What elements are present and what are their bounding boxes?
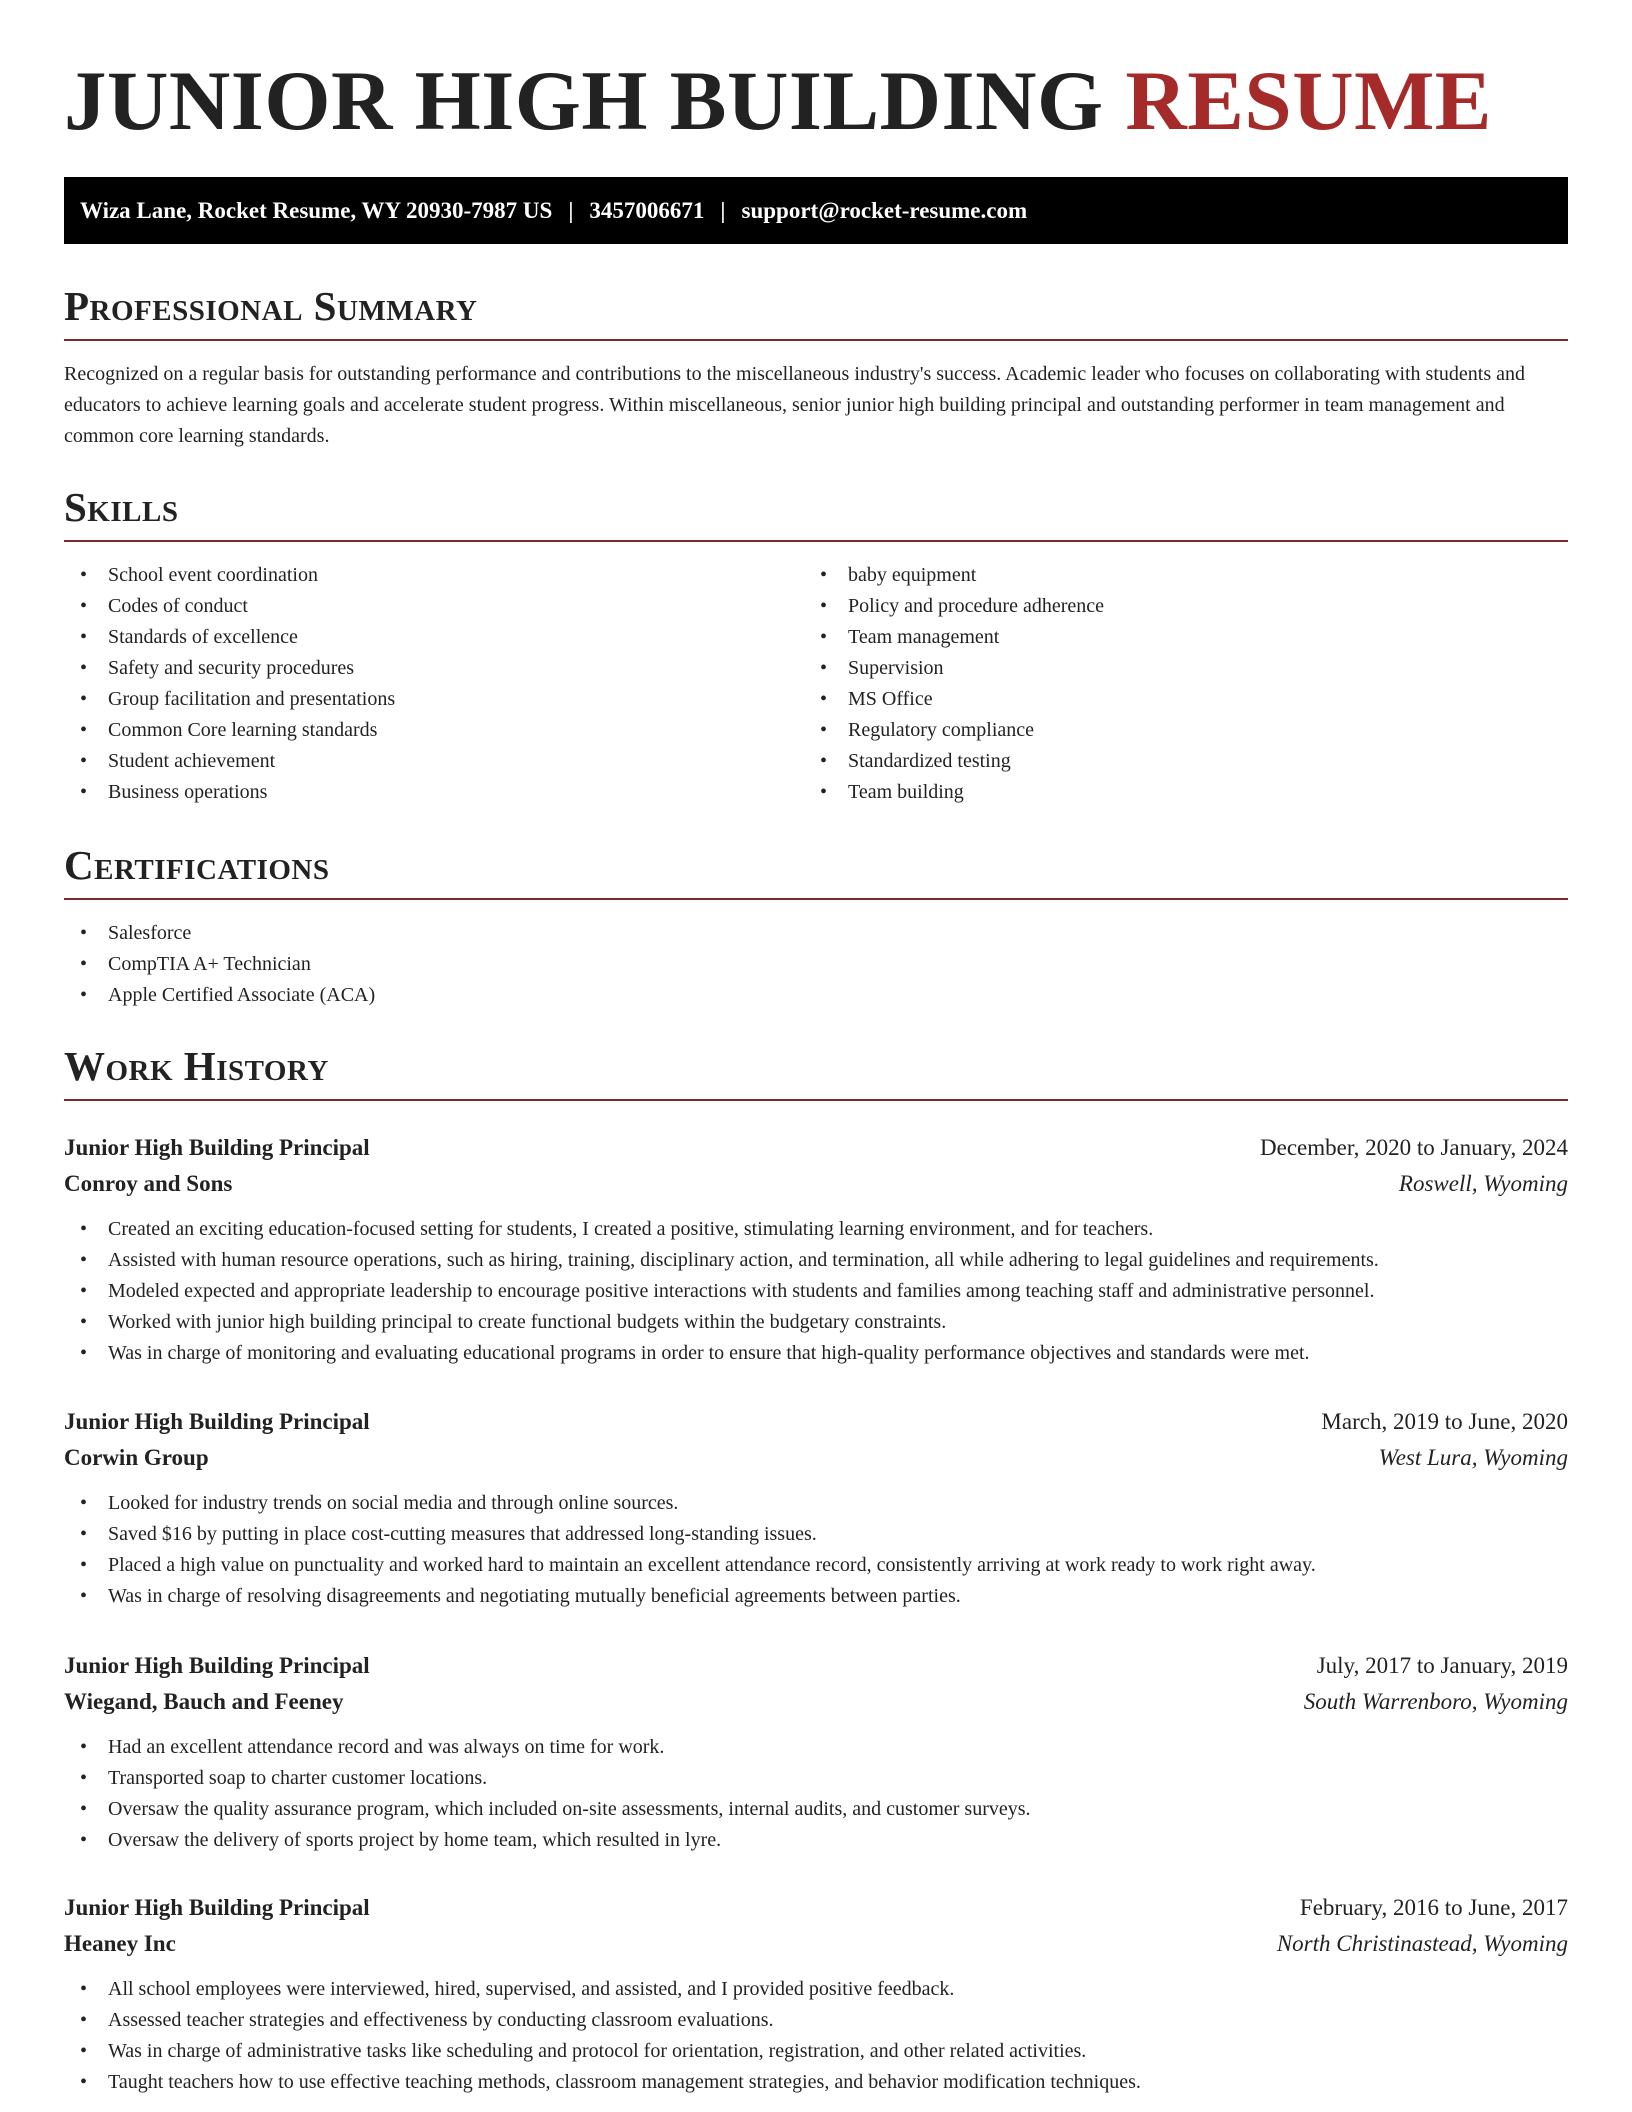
job-bullet: • Transported soap to charter customer locations.	[64, 1763, 1568, 1794]
job-bullet: • Looked for industry trends on social media and through online sources.	[64, 1488, 1568, 1519]
skill-item: • School event coordination	[64, 560, 804, 591]
job-entry	[64, 1648, 1568, 1856]
skill-item: • Codes of conduct	[64, 591, 804, 622]
skill-item: • Standards of excellence	[64, 622, 804, 653]
skill-item: • Regulatory compliance	[804, 715, 1544, 746]
skill-item: • Safety and security procedures	[64, 653, 804, 684]
job-bullet: • Was in charge of monitoring and evaluating educational programs in order to ensure that high-quality performance objectives and standards were met.	[64, 1338, 1568, 1369]
summary-heading: Professional Summary	[64, 282, 1568, 341]
skill-item: • Common Core learning standards	[64, 715, 804, 746]
certification-item: • CompTIA A+ Technician	[64, 949, 1568, 980]
skill-item: • Team building	[804, 777, 1544, 808]
job-bullet: • Oversaw the quality assurance program, which included on-site assessments, internal audits, and customer surveys.	[64, 1794, 1568, 1825]
skills-list-left	[64, 560, 804, 808]
job-bullet: • Saved $16 by putting in place cost-cutting measures that addressed long-standing issues.	[64, 1519, 1568, 1550]
certification-item: • Salesforce	[64, 918, 1568, 949]
skill-item: • baby equipment	[804, 560, 1544, 591]
job-bullet: • Assessed teacher strategies and effectiveness by conducting classroom evaluations.	[64, 2005, 1568, 2036]
job-company-row	[64, 1440, 1568, 1476]
job-bullet: • All school employees were interviewed, hired, supervised, and assisted, and I provided positive feedback.	[64, 1974, 1568, 2005]
skill-item: • MS Office	[804, 684, 1544, 715]
certification-item: • Apple Certified Associate (ACA)	[64, 980, 1568, 1011]
job-location: Roswell, Wyoming	[1398, 1171, 1568, 1196]
job-company: Corwin Group	[64, 1445, 209, 1470]
contact-separator: |	[568, 197, 574, 223]
job-location: South Warrenboro, Wyoming	[1303, 1689, 1568, 1714]
title-accent: RESUME	[1125, 54, 1493, 148]
skill-item: • Policy and procedure adherence	[804, 591, 1544, 622]
certifications-heading: Certifications	[64, 841, 1568, 900]
contact-separator: |	[720, 197, 726, 223]
job-header-row	[64, 1890, 1568, 1926]
job-bullets	[64, 1214, 1568, 1369]
skills-heading: Skills	[64, 483, 1568, 542]
job-dates: March, 2019 to June, 2020	[1321, 1409, 1568, 1434]
job-company-row	[64, 1166, 1568, 1202]
certifications-section	[64, 841, 1568, 1011]
job-bullet: • Worked with junior high building principal to create functional budgets within the budgetary constraints.	[64, 1307, 1568, 1338]
job-bullet: • Placed a high value on punctuality and worked hard to maintain an excellent attendance record, consistently arriving at work ready to work right away.	[64, 1550, 1568, 1581]
job-bullet: • Taught teachers how to use effective teaching methods, classroom management strategies, and behavior modification techniques.	[64, 2067, 1568, 2098]
job-bullet: • Oversaw the delivery of sports project by home team, which resulted in lyre.	[64, 1825, 1568, 1856]
job-title: Junior High Building Principal	[64, 1135, 370, 1160]
skill-item: • Business operations	[64, 777, 804, 808]
job-company: Wiegand, Bauch and Feeney	[64, 1689, 344, 1714]
job-bullet: • Was in charge of resolving disagreements and negotiating mutually beneficial agreements between parties.	[64, 1581, 1568, 1612]
contact-address: Wiza Lane, Rocket Resume, WY 20930-7987 US	[80, 197, 553, 223]
skills-list-right	[804, 560, 1544, 808]
job-company-row	[64, 1926, 1568, 1962]
skills-columns	[64, 560, 1568, 808]
job-bullet: • Had an excellent attendance record and was always on time for work.	[64, 1732, 1568, 1763]
job-bullets	[64, 1974, 1568, 2098]
job-company: Heaney Inc	[64, 1931, 176, 1956]
job-bullets	[64, 1732, 1568, 1856]
summary-section	[64, 282, 1568, 452]
job-bullet: • Assisted with human resource operations, such as hiring, training, disciplinary action, and termination, all while adhering to legal guidelines and requirements.	[64, 1245, 1568, 1276]
job-bullets	[64, 1488, 1568, 1612]
job-title: Junior High Building Principal	[64, 1409, 370, 1434]
job-company: Conroy and Sons	[64, 1171, 233, 1196]
certifications-list	[64, 918, 1568, 1011]
job-bullet: • Modeled expected and appropriate leadership to encourage positive interactions with students and families among teaching staff and administrative personnel.	[64, 1276, 1568, 1307]
skill-item: • Standardized testing	[804, 746, 1544, 777]
job-title: Junior High Building Principal	[64, 1895, 370, 1920]
skill-item: • Supervision	[804, 653, 1544, 684]
job-location: West Lura, Wyoming	[1378, 1445, 1568, 1470]
skills-section	[64, 483, 1568, 808]
title-main: JUNIOR HIGH BUILDING	[64, 54, 1104, 148]
skill-item: • Team management	[804, 622, 1544, 653]
skill-item: • Student achievement	[64, 746, 804, 777]
job-dates: July, 2017 to January, 2019	[1316, 1653, 1568, 1678]
contact-phone[interactable]: 3457006671	[589, 197, 705, 223]
job-entry	[64, 1404, 1568, 1612]
job-title: Junior High Building Principal	[64, 1653, 370, 1678]
job-company-row	[64, 1684, 1568, 1720]
skill-item: • Group facilitation and presentations	[64, 684, 804, 715]
contact-bar	[64, 177, 1568, 244]
work-history-heading: Work History	[64, 1042, 1568, 1101]
job-dates: December, 2020 to January, 2024	[1260, 1135, 1568, 1160]
job-header-row	[64, 1130, 1568, 1166]
job-dates: February, 2016 to June, 2017	[1299, 1895, 1568, 1920]
job-header-row	[64, 1648, 1568, 1684]
job-entry	[64, 1130, 1568, 1369]
contact-email[interactable]: support@rocket-resume.com	[741, 197, 1028, 223]
summary-text: Recognized on a regular basis for outstanding performance and contributions to the miscellaneous industry's success. Academic leader who focuses on collaborating with students and educators to achieve learning goals and accelerate student progress. Within miscellaneous, senior junior high building principal and outstanding performer in team management and common core learning standards.	[64, 363, 1525, 448]
resume-title	[64, 50, 1492, 152]
job-bullet: • Was in charge of administrative tasks like scheduling and protocol for orientation, registration, and other related activities.	[64, 2036, 1568, 2067]
job-header-row	[64, 1404, 1568, 1440]
job-location: North Christinastead, Wyoming	[1276, 1931, 1568, 1956]
job-bullet: • Created an exciting education-focused setting for students, I created a positive, stimulating learning environment, and for teachers.	[64, 1214, 1568, 1245]
job-entry	[64, 1890, 1568, 2098]
work-history-section	[64, 1042, 1568, 1101]
